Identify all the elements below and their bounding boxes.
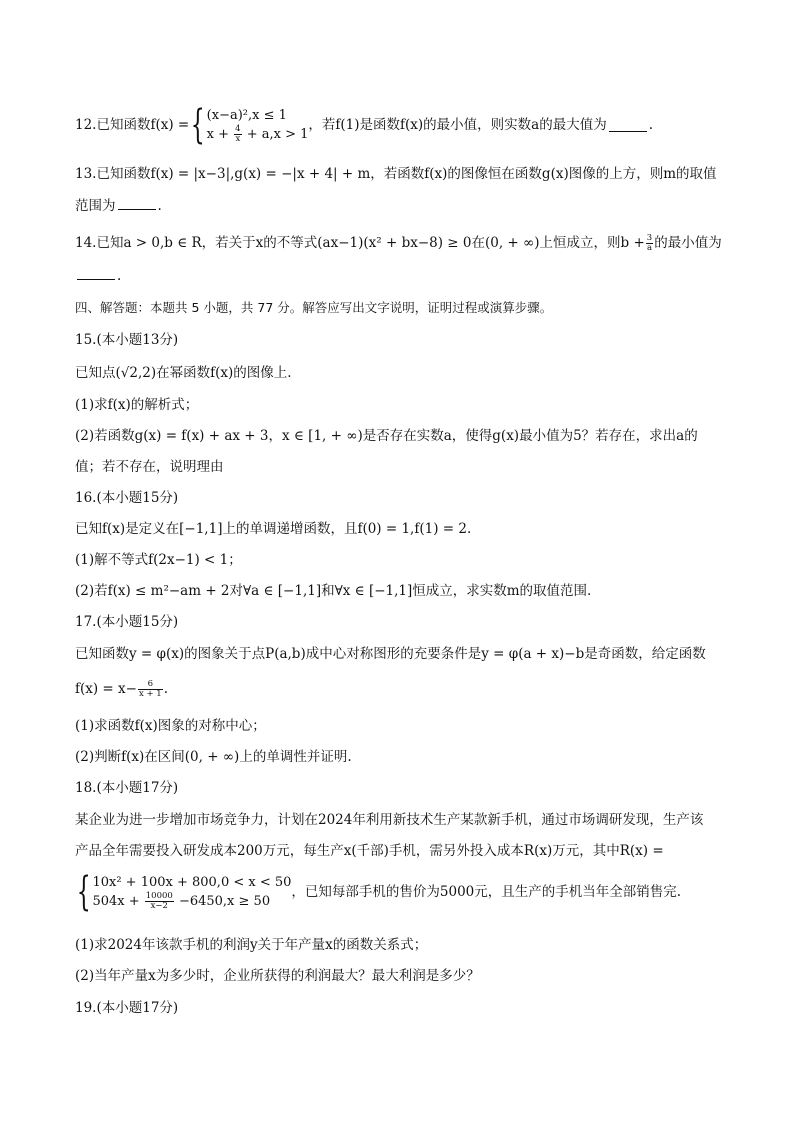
question-18-stem-1: 某企业为进一步增加市场竞争力，计划在2024年利用新技术生产某款新手机，通过市场调研发现，生产该 — [75, 812, 704, 828]
question-17-part-1: (1)求函数f(x)图象的对称中心； — [75, 718, 266, 734]
question-12: 12.已知函数f(x) = { (x−a)²,x ≤ 1 x + $\frac{4}{x}$ + a,x > 1 ，若f(1)是函数f(x)的最小值，则实数a的最大值为 . — [75, 102, 654, 148]
answer-blank — [609, 119, 647, 132]
question-18-stem-3: { 10x² + 100x + 800,0 < x < 50 504x + $\frac{10000}{x-2}$ −6450,x ≥ 50 ，已知每部手机的售价为5000元，且生产的手机当年全部销售完. — [76, 869, 682, 915]
question-15-part-2-cont: 值；若不存在，说明理由 — [75, 459, 224, 475]
question-15-stem: 已知点(√2,2)在幂函数f(x)的图像上. — [75, 365, 292, 381]
q12-case-1: (x−a)²,x ≤ 1 — [206, 107, 287, 123]
q18-case-2: 504x + $\frac{10000}{x-2}$ −6450,x ≥ 50 — [92, 890, 271, 911]
answer-blank — [77, 267, 115, 280]
q12-case-2: x + $\frac{4}{x}$ + a,x > 1 — [206, 123, 309, 144]
question-14-line-2: . — [75, 266, 725, 286]
q17-fraction: $\frac{6}{x + 1}$ — [138, 678, 162, 699]
question-17-head: 17.(本小题15分) — [75, 614, 179, 630]
question-18-part-1: (1)求2024年该款手机的利润y关于年产量x的函数关系式； — [75, 937, 428, 953]
question-16-stem: 已知f(x)是定义在[−1,1]上的单调递增函数，且f(0) = 1,f(1) = 2. — [75, 521, 472, 537]
question-13-line-2: 范围为 . — [75, 198, 162, 214]
question-17-stem-1: 已知函数y = φ(x)的图象关于点P(a,b)成中心对称图形的充要条件是y = φ(a + x)−b是奇函数，给定函数 — [75, 646, 706, 662]
q12-fraction: $\frac{4}{x}$ — [235, 123, 241, 144]
question-16-part-1: (1)解不等式f(2x−1) < 1； — [75, 552, 242, 568]
question-18-head: 18.(本小题17分) — [75, 780, 179, 796]
q18-piecewise: { 10x² + 100x + 800,0 < x < 50 504x + $\frac{10000}{x-2}$ −6450,x ≥ 50 — [76, 869, 292, 915]
q12-prefix: 12.已知函数f(x) = — [75, 117, 190, 133]
section-4-heading: 四、解答题：本题共 5 小题，共 77 分。解答应写出文字说明，证明过程或演算步骤。 — [75, 300, 553, 315]
q14-fraction: $\frac{3}{a}$ — [646, 232, 653, 253]
question-17-stem-2: f(x) = x− $\frac{6}{x + 1}$ . — [75, 678, 168, 699]
q12-suffix: ，若f(1)是函数f(x)的最小值，则实数a的最大值为 — [308, 117, 607, 133]
question-18-part-2: (2)当年产量x为多少时，企业所获得的利润最大？最大利润是多少？ — [75, 968, 480, 984]
q18-case-1: 10x² + 100x + 800,0 < x < 50 — [92, 874, 292, 890]
question-17-part-2: (2)判断f(x)在区间(0, + ∞)上的单调性并证明. — [75, 749, 352, 765]
q18-fraction: $\frac{10000}{x-2}$ — [145, 890, 173, 911]
question-19-head: 19.(本小题17分) — [75, 1000, 179, 1016]
question-15-part-1: (1)求f(x)的解析式； — [75, 397, 199, 413]
answer-blank — [118, 197, 156, 210]
question-16-part-2: (2)若f(x) ≤ m²−am + 2对∀a ∈ [−1,1]和∀x ∈ [−1,1]恒成立，求实数m的取值范围. — [75, 583, 592, 599]
question-16-head: 16.(本小题15分) — [75, 490, 179, 506]
question-18-stem-2: 产品全年需要投入研发成本200万元，每生产x(千部)手机，需另外投入成本R(x)万元，其中R(x) = — [75, 843, 664, 859]
question-15-head: 15.(本小题13分) — [75, 332, 179, 348]
question-15-part-2: (2)若函数g(x) = f(x) + ax + 3，x ∈ [1, + ∞)是否存在实数a，使得g(x)最小值为5？若存在，求出a的 — [75, 428, 698, 444]
q12-piecewise: { (x−a)²,x ≤ 1 x + $\frac{4}{x}$ + a,x > 1 — [190, 102, 309, 148]
question-13-line-1: 13.已知函数f(x) = |x−3|,g(x) = −|x + 4| + m，若函数f(x)的图像恒在函数g(x)图像的上方，则m的取值 — [75, 166, 717, 182]
question-14-line-1: 14.已知a > 0,b ∈ R，若关于x的不等式(ax−1)(x² + bx−8) ≥ 0在(0, + ∞)上恒成立，则b + $\frac{3}{a}$ 的最小值为 — [75, 232, 722, 253]
